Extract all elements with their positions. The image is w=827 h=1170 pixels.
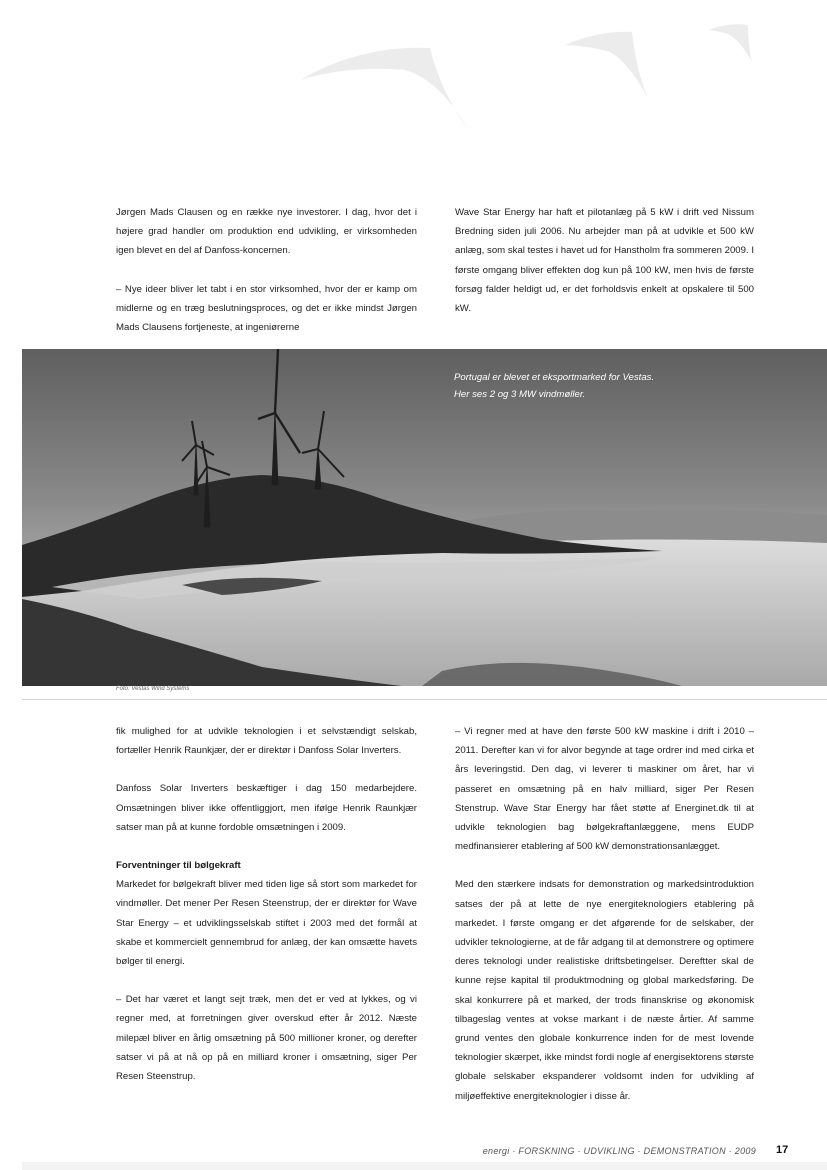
paragraph: – Vi regner med at have den første 500 kW maskine i drift i 2010 – 2011. Derefter kan vi for alvor begynde at tage ordrer ind med cirka et års leveringstid. Den dag, vi leverer ti maskiner om året, har vi passeret en omsætning på en halv milliard, siger Per Resen Stenstrup. Wave Star Energy har fået støtte af Energinet.dk til at udvikle teknologien bag bølgekraftanlæggene, mens EUDP medfinansierer etablering af 500 kW demonstrationsanlægget. (455, 726, 754, 853)
photo-caption (454, 369, 714, 403)
paragraph: Danfoss Solar Inverters beskæftiger i dag 150 medarbejdere. Omsætningen bliver ikke offentliggjort, men ifølge Henrik Raunkjær satser man på at kunne fordoble omsætningen i 2009. (116, 783, 417, 833)
paragraph: Wave Star Energy har haft et pilotanlæg på 5 kW i drift ved Nissum Bredning siden juli 2006. Nu arbejder man på at udvikle et 500 kW anlæg, som skal testes i havet ud for Hanstholm fra sommeren 2009. I første omgang bliver effekten dog kun på 100 kW, men hvis de første forsøg falder heldigt ud, er det forholdsvis enkelt at opskalere til 500 kW. (455, 207, 754, 315)
paragraph: Jørgen Mads Clausen og en række nye investorer. I dag, hvor det i højere grad handler om produktion end udvikling, er virksomheden igen blevet en del af Danfoss-koncernen. (116, 207, 417, 257)
paragraph: – Nye ideer bliver let tabt i en stor virksomhed, hvor der er kamp om midlerne og en træg beslutningsproces, og det er ikke mindst Jørgen Mads Clausens fortjeneste, at ingeniørerne (116, 283, 417, 334)
running-footer: energi · FORSKNING · UDVIKLING · DEMONSTRATION · 2009 (482, 1146, 756, 1156)
section-heading: Forventninger til bølgekraft (116, 860, 241, 872)
paragraph: fik mulighed for at udvikle teknologien i et selvstændigt selskab, fortæller Henrik Raunkjær, der er direktør i Danfoss Solar Inverters. (116, 726, 417, 757)
photo-credit: Foto: Vestas Wind Systems (116, 686, 190, 692)
swoosh-left (300, 48, 468, 130)
top-right-column (455, 203, 754, 337)
paragraph: – Det har været et langt sejt træk, men det er ved at lykkes, og vi regner med, at forretningen giver overskud efter år 2012. Næste milepæl bliver en årlig omsætning på 500 millioner kroner, og derefter satser vi på at nå op på en milliard kroner i omsætning, siger Per Resen Steenstrup. (116, 994, 417, 1083)
caption-line-1: Portugal er blevet et eksportmarked for Vestas. (454, 372, 655, 383)
footer-band (22, 1162, 827, 1170)
page-number: 17 (776, 1144, 789, 1156)
paragraph: Markedet for bølgekraft bliver med tiden lige så stort som markedet for vindmøller. Det mener Per Resen Steenstrup, der er direktør for Wave Star Energy – et udviklingsselskab stiftet i 2003 med det formål at skabe et kommercielt gennembrud for anlæg, der kan omsætte havets bølger til energi. (116, 879, 417, 968)
divider (22, 699, 827, 700)
bottom-left-column (116, 722, 417, 1105)
bottom-right-column (455, 722, 754, 1125)
caption-line-2: Her ses 2 og 3 MW vindmøller. (454, 389, 586, 400)
swoosh-middle (565, 32, 648, 98)
paragraph: Med den stærkere indsats for demonstration og markedsintroduktion satses der på at lette de nye energiteknologiers etablering på markedet. I første omgang er det afgørende for de selskaber, der udvikler teknologierne, at de får adgang til at demonstrere og optimere deres teknologi under realistiske driftsbetingelser. Dereftter skal de kunne rejse kapital til produktmodning og global markedsføring. De skal konkurrere på et marked, der trods finanskrise og økonomisk tilbageslag ventes at vokse markant i de næste årtier. Af samme grund ventes den globale konkurrence inden for de mest lovende teknologier skærpet, ikke mindst fordi nogle af energisektorens største globale selskaber ekspanderer voldsomt inden for udvikling af miljøeffektive energiteknologier i disse år. (455, 879, 754, 1102)
swoosh-right (708, 24, 752, 62)
decorative-swooshes (0, 0, 827, 170)
top-left-column (116, 203, 417, 356)
